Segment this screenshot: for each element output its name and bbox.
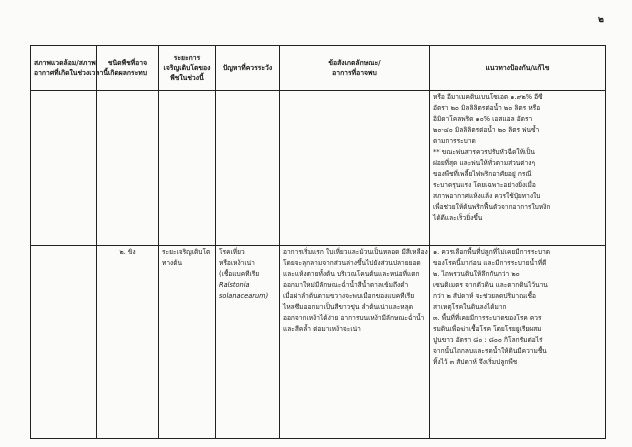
row2-crop-cell: ๒. ขิง (97, 246, 159, 439)
row1-stage-cell (159, 91, 216, 246)
row2-environment-cell (31, 246, 97, 439)
table-header-row (31, 46, 606, 91)
table-row (31, 91, 606, 246)
table-row (31, 246, 606, 439)
header-prevention: แนวทางป้องกัน/แก้ไข (430, 46, 606, 91)
row2-stage-cell: ระยะเจริญเติบโต ทางต้น (159, 246, 216, 439)
crop-advisory-table (30, 45, 606, 439)
page-number: ๒ (598, 15, 604, 25)
row1-environment-cell (31, 91, 97, 246)
row1-problem-cell (216, 91, 280, 246)
row1-crop-cell (97, 91, 159, 246)
row2-problem-cell: โรคเหี่ยว หรือเหง้าเน่า (เชื้อแบคทีเรีย Ralstonia solanacearum) (216, 246, 280, 439)
row2-symptoms-cell: อาการเริ่มแรก ใบเหี่ยวและม้วนเป็นหลอด มีสีเหลือง โดยจะลุกลามจากส่วนล่างขึ้นไปยังส่วนปลายยอด และแห้งตายทั้งต้น บริเวณโคนต้นและหน่อที่แตก ออกมาใหม่มีลักษณะฉ่ำน้ำสีน้ำตาลเข้มถึงดำ เมื่อผ่าลำต้นตามขวางจะพบเมือกของแบคทีเรีย ไหลซึมออกมาเป็นสีขาวขุ่น ลำต้นเน่าและหลุด ออกจากเหง้าได้ง่าย อาการบนเหง้ามีลักษณะฉ่ำน้ำ และสีคล้ำ ต่อมาเหง้าจะเน่า (280, 246, 430, 439)
header-problem: ปัญหาที่ควรระวัง (216, 46, 280, 91)
row2-prevention-cell: ๑. ควรเลือกพื้นที่ปลูกที่ไม่เคยมีการระบาด ของโรคนี้มาก่อน และมีการระบายน้ำที่ดี ๒. ไถพรวนดินให้ลึกกันกว่า ๒๐ เซนติเมตร จากตัวดิน และตากดินไว้นาน กว่า ๒ สัปดาห์ จะช่วยลดปริมาณเชื้อ สาเหตุโรคในดินลงได้มาก ๓. พื้นที่ที่เคยมีการระบาดของโรค ควร รมดินเพื่อฆ่าเชื้อโรค โดยโรยยูเรียผสม ปูนขาว อัตรา ๘๐ : ๘๐๐ กิโลกรัมต่อไร่ จากนั้นไถกลบและรดน้ำให้ดินมีความชื้น ทิ้งไว้ ๓ สัปดาห์ จึงเริ่มปลูกพืช (430, 246, 606, 439)
row1-prevention-cell: หรือ อีมาเมคตินเบนโซเอต ๑.๙๒% อีซี อัตรา ๒๐ มิลลิลิตรต่อน้ำ ๒๐ ลิตร หรือ อิมิดาโคลพริด ๑๐% เอสแอล อัตรา ๒๐-๔๐ มิลลิลิตรต่อน้ำ ๒๐ ลิตร พ่นซ้ำ ตามการระบาด ** ขณะพ่นสารควรปรับหัวฉีดให้เป็น ฝอยที่สุด และพ่นให้ทั่วตามส่วนต่างๆ ของพืชที่เพลี้ยไฟพริกอาศัยอยู่ กรณี ระบาดรุนแรง โดยเฉพาะอย่างยิ่งเมื่อ สภาพอากาศแห้งแล้ง ควรใช้ปุ๋ยทางใบ เพื่อช่วยให้ต้นพริกฟื้นตัวจากอาการใบหงิก ได้ดีและเร็วยิ่งขึ้น (430, 91, 606, 246)
header-crop-type: ชนิดพืชที่อาจ เกิดผลกระทบ (97, 46, 159, 91)
header-environment: สภาพแวดล้อม/สภาพ อากาศที่เกิดในช่วงเวลานี้ (31, 46, 97, 91)
header-growth-stage: ระยะการ เจริญเติบโตของ พืชในช่วงนี้ (159, 46, 216, 91)
header-symptoms: ข้อสังเกตลักษณะ/ อาการที่อาจพบ (280, 46, 430, 91)
row1-symptoms-cell (280, 91, 430, 246)
